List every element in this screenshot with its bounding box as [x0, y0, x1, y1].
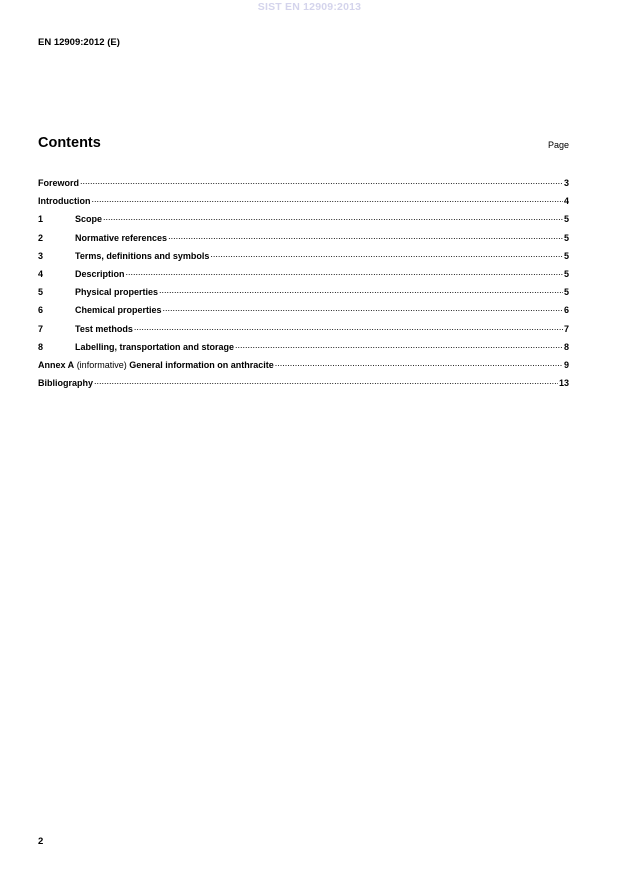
toc-entry-page: 6: [563, 305, 569, 316]
toc-entry-number: 6: [38, 305, 44, 316]
dot-leader: [94, 375, 558, 386]
toc-entry-introduction[interactable]: [38, 193, 569, 211]
toc-entry-number: 1: [38, 214, 44, 225]
page-number: 2: [38, 836, 44, 847]
toc-entry-page: 8: [563, 341, 569, 352]
toc-entry-title: Terms, definitions and symbols: [75, 250, 210, 261]
dot-leader: [80, 175, 563, 186]
toc-entry-title: Foreword: [38, 178, 80, 188]
dot-leader: [163, 302, 563, 313]
dot-leader: [210, 248, 563, 259]
watermark: SIST EN 12909:2013: [257, 1, 362, 13]
toc-entry-scope[interactable]: [38, 211, 569, 229]
dot-leader: [126, 266, 563, 277]
page-column-label: Page: [547, 140, 569, 150]
toc-entry-page: 5: [563, 250, 569, 261]
table-of-contents: [38, 175, 569, 393]
annex-label: Annex A: [38, 359, 75, 370]
toc-entry-title: Description: [75, 268, 125, 279]
dot-leader: [103, 211, 563, 222]
toc-entry-page: 9: [563, 359, 569, 370]
toc-entry-title: Bibliography: [38, 378, 94, 389]
dot-leader: [235, 339, 563, 350]
document-id: EN 12909:2012 (E): [38, 37, 120, 48]
toc-entry-foreword[interactable]: [38, 175, 569, 193]
toc-entry-title: Scope: [75, 214, 103, 225]
dot-leader: [168, 230, 563, 241]
toc-entry-page: 13: [558, 378, 569, 389]
toc-entry-title: Normative references: [75, 232, 168, 243]
toc-entry-description[interactable]: [38, 266, 569, 284]
toc-entry-number: 8: [38, 341, 44, 352]
annex-title: General information on anthracite: [129, 359, 274, 370]
toc-entry-page: 3: [563, 178, 569, 188]
toc-entry-title: Test methods: [75, 323, 133, 334]
dot-leader: [275, 357, 563, 368]
toc-entry-labelling[interactable]: [38, 339, 569, 357]
toc-entry-page: 5: [563, 214, 569, 225]
toc-entry-physical-properties[interactable]: [38, 284, 569, 302]
dot-leader: [92, 193, 563, 204]
toc-entry-number: 5: [38, 287, 44, 298]
toc-entry-test-methods[interactable]: [38, 321, 569, 339]
contents-heading: Contents: [38, 135, 101, 151]
toc-entry-number: 2: [38, 232, 44, 243]
toc-entry-page: 5: [563, 268, 569, 279]
toc-entry-annex-a[interactable]: [38, 357, 569, 375]
dot-leader: [134, 321, 563, 332]
toc-entry-title: Chemical properties: [75, 305, 162, 316]
toc-entry-number: 3: [38, 250, 44, 261]
toc-entry-page: 4: [563, 196, 569, 207]
toc-entry-chemical-properties[interactable]: [38, 302, 569, 320]
toc-entry-page: 5: [563, 232, 569, 243]
toc-entry-number: 7: [38, 323, 44, 334]
toc-entry-terms-definitions[interactable]: [38, 248, 569, 266]
toc-entry-page: 7: [563, 323, 569, 334]
annex-note: (informative): [76, 359, 127, 370]
toc-entry-bibliography[interactable]: [38, 375, 569, 393]
toc-entry-normative-references[interactable]: [38, 230, 569, 248]
toc-entry-page: 5: [563, 287, 569, 298]
toc-entry-title: [38, 360, 274, 370]
dot-leader: [159, 284, 563, 295]
toc-entry-title: Introduction: [38, 196, 91, 207]
toc-entry-title: Labelling, transportation and storage: [75, 341, 235, 352]
toc-entry-number: 4: [38, 268, 44, 279]
toc-entry-title: Physical properties: [75, 287, 159, 298]
